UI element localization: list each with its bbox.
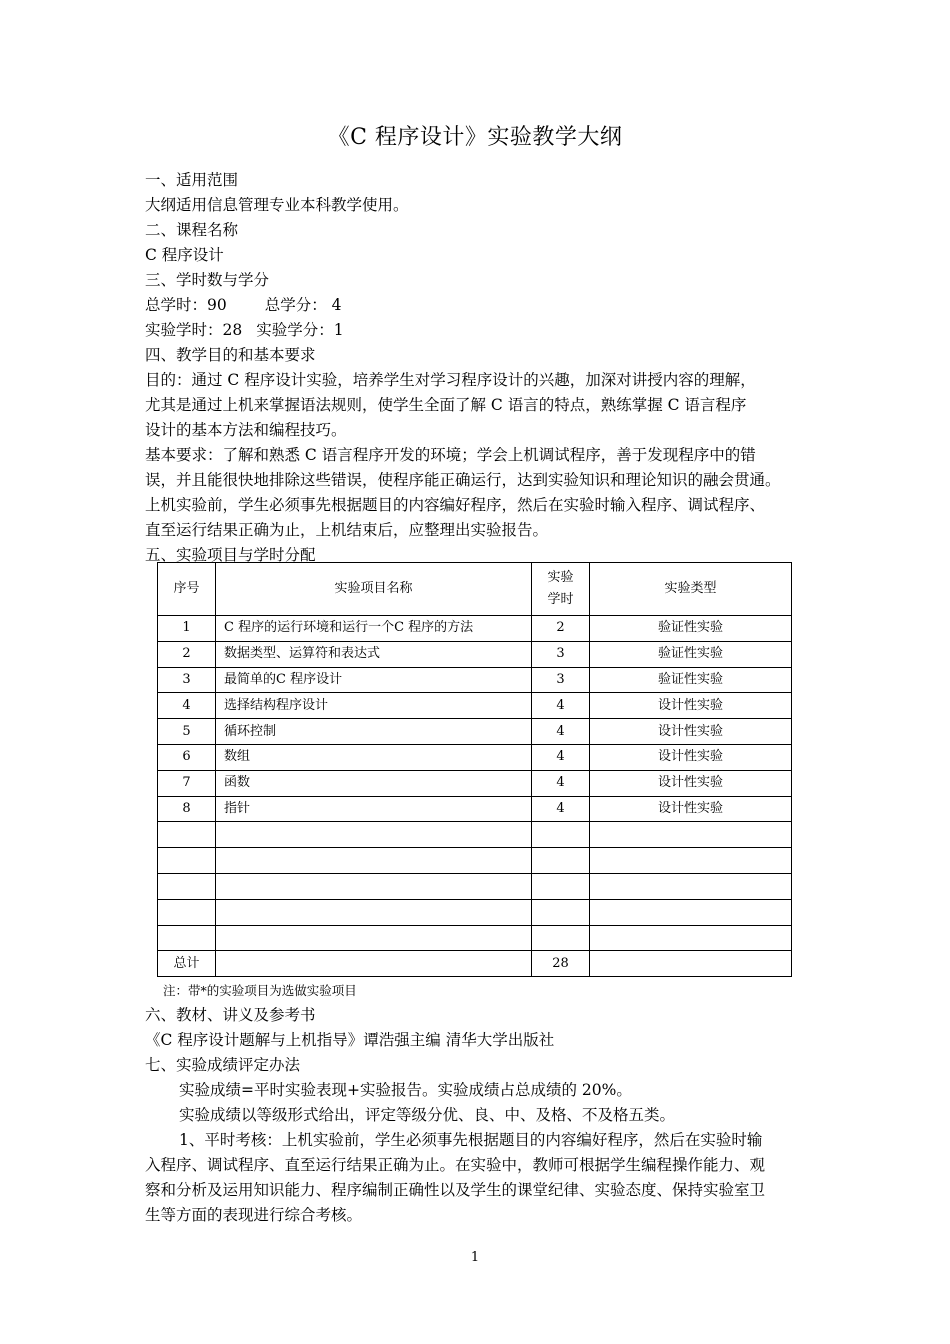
row-index: 6 (158, 744, 216, 770)
grading-para-3-line-4: 生等方面的表现进行综合考核。 (145, 1206, 363, 1224)
section-4-heading: 四、教学目的和基本要求 (145, 346, 316, 364)
row-hours: 3 (532, 667, 590, 693)
row-type: 设计性实验 (590, 744, 792, 770)
row-project: 数据类型、运算符和表达式 (216, 641, 532, 667)
lab-hours: 实验学时：28 (145, 321, 243, 339)
row-type: 验证性实验 (590, 667, 792, 693)
total-hours: 总学时：90 (145, 296, 227, 314)
row-type: 验证性实验 (590, 641, 792, 667)
header-hours (532, 563, 590, 616)
header-type: 实验类型 (590, 563, 792, 616)
section-7-heading: 七、实验成绩评定办法 (145, 1056, 301, 1074)
row-index: 5 (158, 719, 216, 745)
page-number: 1 (470, 1250, 480, 1265)
section-6-heading: 六、教材、讲义及参考书 (145, 1006, 316, 1024)
row-project: 最简单的C 程序设计 (216, 667, 532, 693)
requirements-line-2: 误，并且能很快地排除这些错误，使程序能正确运行，达到实验知识和理论知识的融会贯通。 (145, 471, 781, 489)
lab-hours-credits-line (145, 318, 344, 340)
grading-para-3-line-1: 1、平时考核：上机实验前，学生必须事先根据题目的内容编好程序，然后在实验时输 (179, 1131, 763, 1149)
row-index: 8 (158, 796, 216, 822)
table-row (158, 744, 792, 770)
header-hours-line-2: 学时 (547, 592, 574, 607)
table-row (158, 770, 792, 796)
section-6-text: 《C 程序设计题解与上机指导》谭浩强主编 清华大学出版社 (145, 1031, 555, 1049)
empty-row (158, 899, 792, 925)
purpose-line-3: 设计的基本方法和编程技巧。 (145, 421, 347, 439)
table-row (158, 667, 792, 693)
hours-credits-line (145, 293, 342, 315)
purpose-line-1: 目的：通过 C 程序设计实验，培养学生对学习程序设计的兴趣，加深对讲授内容的理解， (145, 371, 756, 389)
grading-para-1: 实验成绩=平时实验表现+实验报告。实验成绩占总成绩的 20%。 (179, 1081, 632, 1099)
row-project: 循环控制 (216, 719, 532, 745)
section-1-heading: 一、适用范围 (145, 171, 239, 189)
row-index: 2 (158, 641, 216, 667)
row-project: 指针 (216, 796, 532, 822)
row-index: 4 (158, 693, 216, 719)
row-type: 设计性实验 (590, 693, 792, 719)
empty-row (158, 822, 792, 848)
table-row (158, 693, 792, 719)
section-2-text: C 程序设计 (145, 246, 224, 264)
total-hours-value: 28 (532, 951, 590, 977)
table-row (158, 796, 792, 822)
total-credits: 总学分： 4 (264, 296, 342, 314)
row-project: 选择结构程序设计 (216, 693, 532, 719)
purpose-line-2: 尤其是通过上机来掌握语法规则，使学生全面了解 C 语言的特点，熟练掌握 C 语言程序 (145, 396, 747, 414)
section-2-heading: 二、课程名称 (145, 221, 239, 239)
table-row (158, 719, 792, 745)
header-index: 序号 (158, 563, 216, 616)
header-hours-line-1: 实验 (547, 570, 574, 585)
row-type: 验证性实验 (590, 616, 792, 642)
grading-para-3-line-2: 入程序、调试程序、直至运行结果正确为止。在实验中，教师可根据学生编程操作能力、观 (145, 1156, 766, 1174)
empty-row (158, 848, 792, 874)
row-type: 设计性实验 (590, 796, 792, 822)
section-3-heading: 三、学时数与学分 (145, 271, 270, 289)
lab-credits: 实验学分：1 (256, 321, 344, 339)
document-title: 《C 程序设计》实验教学大纲 (327, 125, 623, 150)
section-1-text: 大纲适用信息管理专业本科教学使用。 (145, 196, 409, 214)
empty-row (158, 925, 792, 951)
header-project-name: 实验项目名称 (216, 563, 532, 616)
row-hours: 2 (532, 616, 590, 642)
table-note: 注：带*的实验项目为选做实验项目 (163, 983, 357, 998)
row-index: 7 (158, 770, 216, 796)
row-project: 函数 (216, 770, 532, 796)
row-hours: 4 (532, 719, 590, 745)
row-index: 1 (158, 616, 216, 642)
empty-row (158, 873, 792, 899)
row-project: 数组 (216, 744, 532, 770)
table-row (158, 616, 792, 642)
lab-projects-table (157, 562, 792, 977)
total-row (158, 951, 792, 977)
grading-para-3-line-3: 察和分析及运用知识能力、程序编制正确性以及学生的课堂纪律、实验态度、保持实验室卫 (145, 1181, 766, 1199)
total-label: 总计 (158, 951, 216, 977)
requirements-line-1: 基本要求：了解和熟悉 C 语言程序开发的环境；学会上机调试程序，善于发现程序中的错 (145, 446, 756, 464)
row-index: 3 (158, 667, 216, 693)
requirements-line-4: 直至运行结果正确为止，上机结束后，应整理出实验报告。 (145, 521, 549, 539)
table-header-row (158, 563, 792, 616)
table-row (158, 641, 792, 667)
row-type: 设计性实验 (590, 770, 792, 796)
row-project: C 程序的运行环境和运行一个C 程序的方法 (216, 616, 532, 642)
row-hours: 4 (532, 693, 590, 719)
row-type: 设计性实验 (590, 719, 792, 745)
grading-para-2: 实验成绩以等级形式给出，评定等级分优、良、中、及格、不及格五类。 (179, 1106, 676, 1124)
row-hours: 3 (532, 641, 590, 667)
row-hours: 4 (532, 744, 590, 770)
row-hours: 4 (532, 770, 590, 796)
requirements-line-3: 上机实验前，学生必须事先根据题目的内容编好程序，然后在实验时输入程序、调试程序、 (145, 496, 766, 514)
row-hours: 4 (532, 796, 590, 822)
section-5-heading: 五、实验项目与学时分配 (145, 546, 316, 564)
